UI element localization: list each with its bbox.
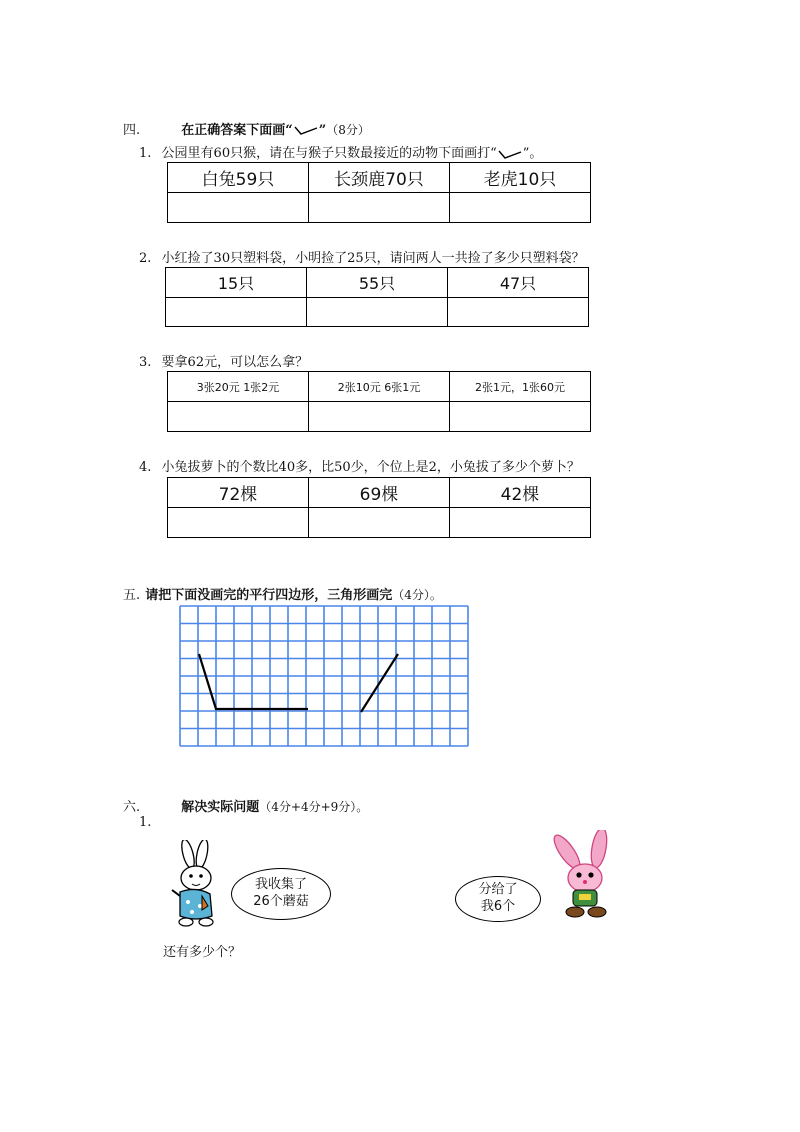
answer-option: 白兔59只	[168, 163, 309, 193]
checkmark-icon	[293, 124, 319, 136]
triangle-partial	[361, 654, 398, 712]
question-number: 3.	[139, 355, 152, 370]
section-end: 。	[429, 588, 442, 602]
answer-cell[interactable]	[450, 193, 591, 223]
answer-cell[interactable]	[450, 508, 591, 538]
answer-cell[interactable]	[168, 402, 309, 432]
question-text: 公园里有60只猴，请在与猴子只数最接近的动物下面画打“	[161, 146, 497, 161]
question-3	[139, 351, 308, 370]
checkmark-icon	[497, 148, 523, 160]
section-number: 五.	[123, 588, 141, 603]
bubble-line: 我6个	[480, 899, 516, 914]
section-number: 四.	[123, 123, 141, 138]
answer-table-1	[167, 162, 591, 223]
section-title-close-quote: ”	[318, 123, 327, 138]
question-text: 小红捡了30只塑料袋，小明捡了25只，请问两人一共捡了多少只塑料袋？	[161, 251, 585, 266]
section-title: 在正确答案下面画“	[181, 123, 293, 138]
section-number: 六.	[123, 800, 141, 815]
question-number: 1.	[139, 146, 152, 161]
answer-cell[interactable]	[450, 402, 591, 432]
answer-option: 55只	[307, 268, 448, 298]
section-title: 请把下面没画完的平行四边形，三角形画完	[145, 588, 393, 603]
section-score: （4分+4分+9分）	[259, 800, 357, 814]
answer-option: 老虎10只	[450, 163, 591, 193]
answer-cell[interactable]	[309, 193, 450, 223]
speech-bubble-left	[231, 868, 331, 920]
answer-cell[interactable]	[168, 193, 309, 223]
answer-option: 长颈鹿70只	[309, 163, 450, 193]
speech-bubble-right	[455, 876, 541, 922]
question-prompt: 还有多少个？	[163, 945, 242, 960]
question-1	[139, 142, 542, 161]
question-6-1-number: 1.	[139, 815, 152, 830]
question-number: 2.	[139, 251, 152, 266]
answer-option: 69棵	[309, 478, 450, 508]
bubble-line: 我收集了	[254, 877, 307, 892]
question-text: 小兔拔萝卜的个数比40多，比50少，个位上是2，小兔拔了多少个萝卜？	[161, 460, 580, 475]
bubble-line: 26个蘑菇	[253, 894, 309, 909]
bubble-line: 分给了	[478, 882, 518, 897]
answer-option: 15只	[166, 268, 307, 298]
answer-option: 3张20元 1张2元	[168, 372, 309, 402]
question-text-end: ”。	[522, 146, 543, 161]
answer-table-3	[167, 371, 591, 432]
answer-table-2	[165, 267, 589, 327]
drawing-grid[interactable]	[179, 605, 472, 751]
question-4	[139, 456, 580, 475]
question-2	[139, 247, 585, 266]
answer-cell[interactable]	[166, 298, 307, 327]
rabbit-illustration-right	[545, 830, 617, 922]
answer-option: 72棵	[168, 478, 309, 508]
section-end: 。	[356, 800, 369, 814]
answer-cell[interactable]	[309, 508, 450, 538]
answer-table-4	[167, 477, 591, 538]
section5-heading	[123, 584, 442, 603]
section6-heading	[123, 796, 368, 815]
grid-svg	[179, 605, 472, 747]
rabbit-illustration-left	[168, 840, 230, 928]
answer-cell[interactable]	[168, 508, 309, 538]
answer-option: 2张10元 6张1元	[309, 372, 450, 402]
answer-option: 47只	[448, 268, 589, 298]
answer-cell[interactable]	[307, 298, 448, 327]
section-title: 解决实际问题	[181, 800, 260, 815]
answer-option: 42棵	[450, 478, 591, 508]
question-number: 4.	[139, 460, 152, 475]
answer-cell[interactable]	[309, 402, 450, 432]
question-text: 要拿62元，可以怎么拿？	[161, 355, 309, 370]
answer-option: 2张1元，1张60元	[450, 372, 591, 402]
section4-heading	[123, 119, 370, 138]
section-score: （8分）	[326, 123, 370, 137]
section-score: （4分）	[392, 588, 430, 602]
answer-cell[interactable]	[448, 298, 589, 327]
